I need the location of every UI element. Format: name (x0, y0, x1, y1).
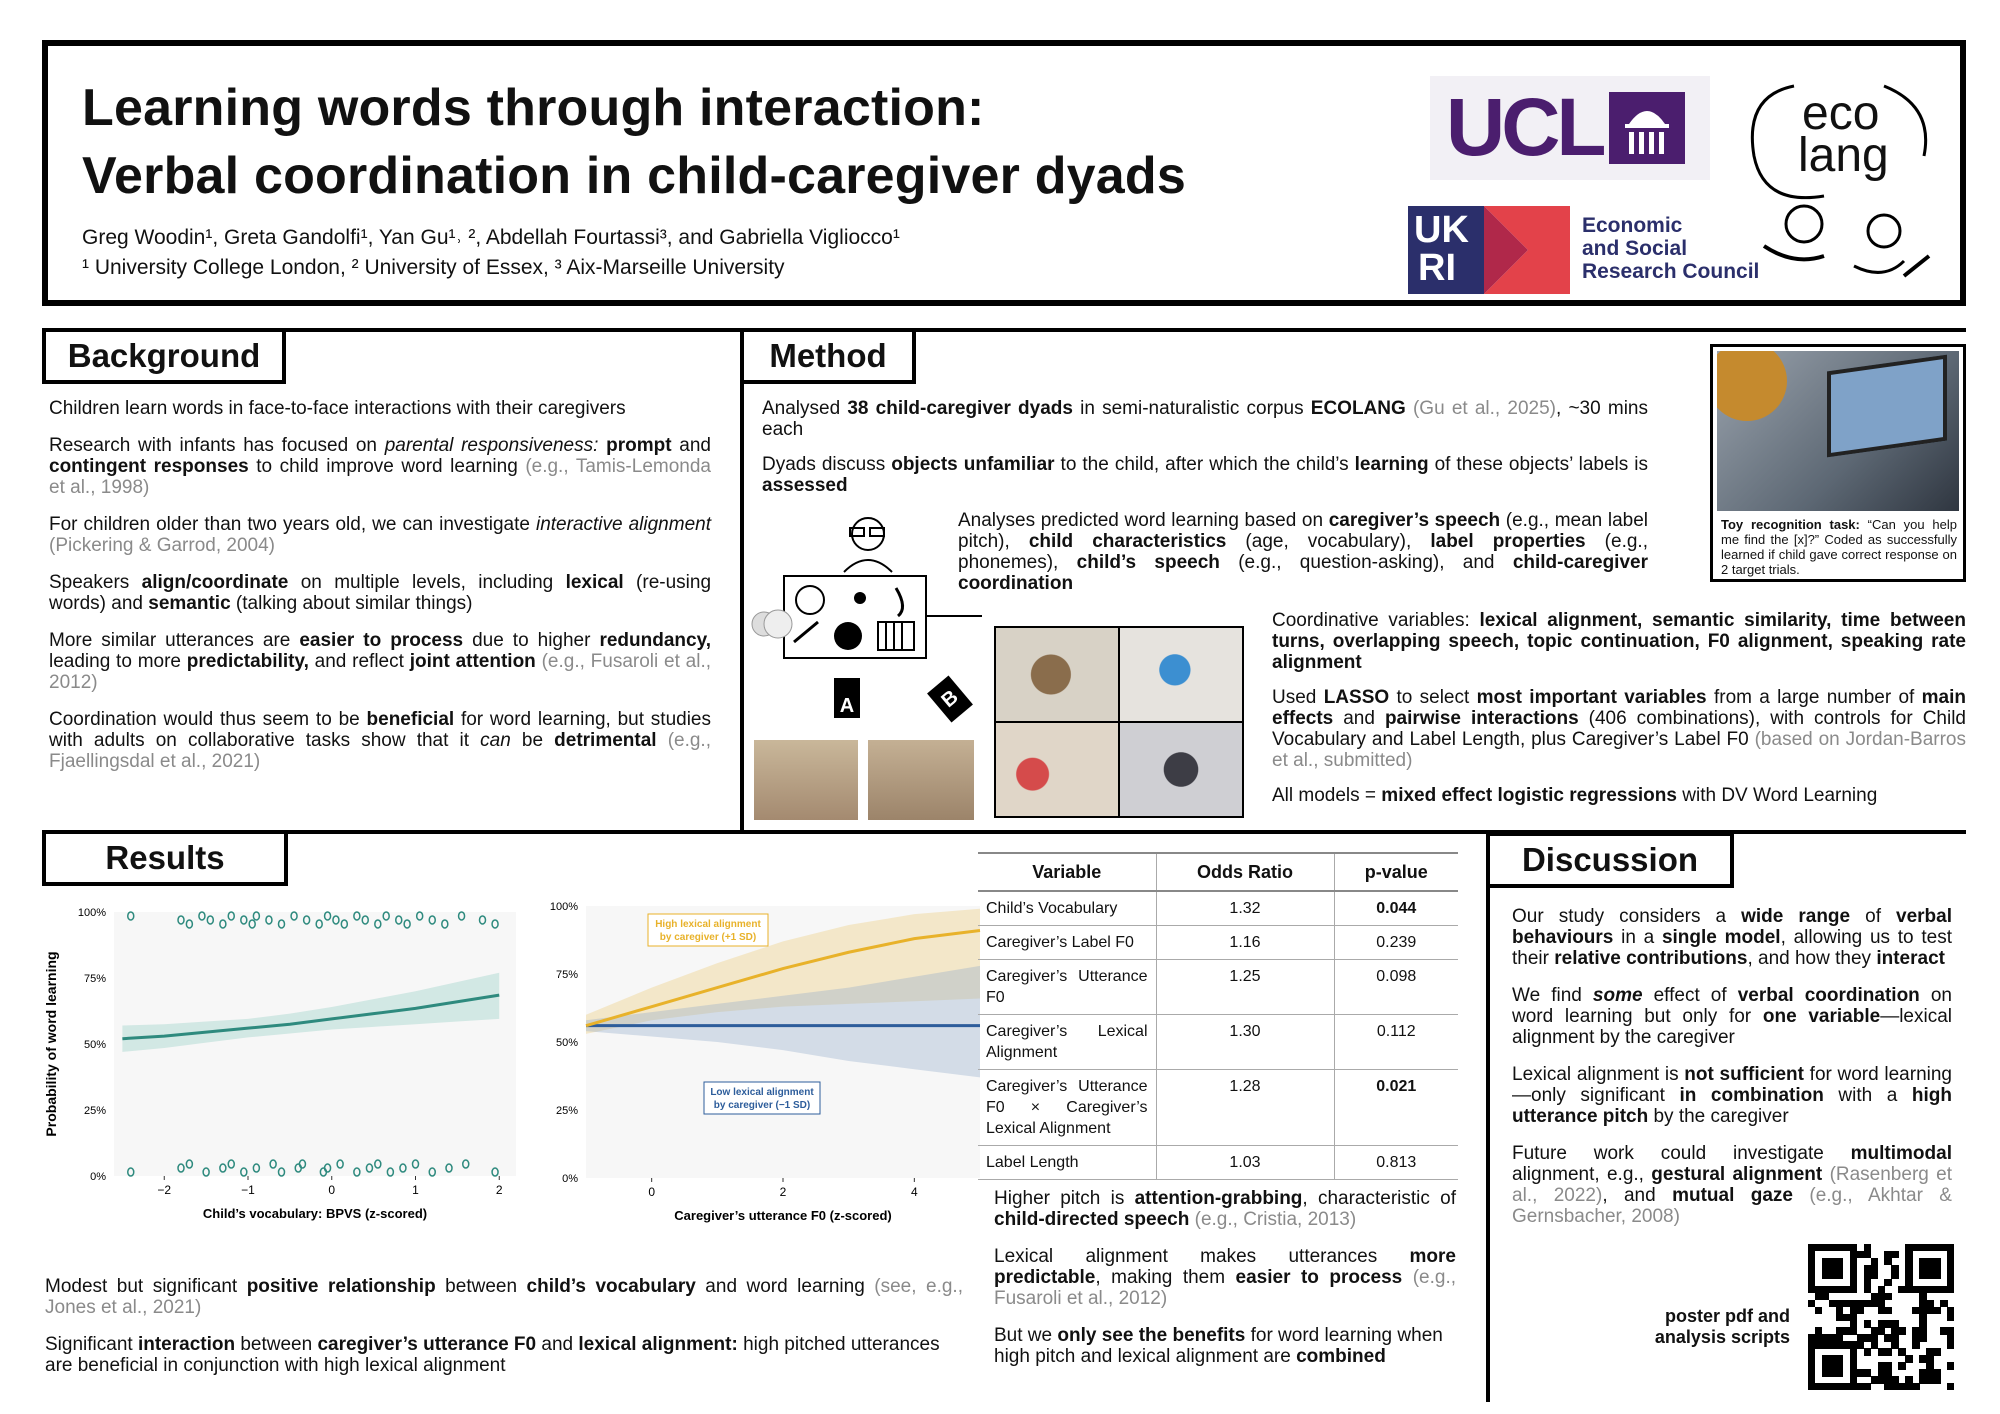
results-heading: Results (42, 830, 288, 886)
table-cell-p-value: 0.813 (1334, 1146, 1458, 1180)
discussion-heading: Discussion (1486, 832, 1734, 888)
toys-photo-4 (1120, 723, 1242, 816)
method-p3 (958, 510, 1648, 594)
affiliation-list: ¹ University College London, ² University of Essex, ³ Aix-Marseille University (82, 256, 785, 279)
toys-photo-2 (1120, 628, 1242, 721)
method-text-top (762, 398, 1648, 512)
dyad-video-frame-b (868, 740, 974, 820)
toys-photo-3 (996, 723, 1118, 816)
toy-caption-bold: Toy recognition task: (1721, 517, 1860, 532)
regression-table-grid (978, 852, 1458, 1180)
table-cell-p-value: 0.098 (1334, 960, 1458, 1015)
ecolang-logo-text-eco: eco (1802, 87, 1880, 140)
camera-b-label: B (937, 685, 963, 712)
m-p4-b: lexical alignment, semantic similarity, time between turns, overlapping speech, topic continuation, F0 alignment, speaking rate alignment (1272, 610, 1966, 673)
table-row (978, 960, 1458, 1015)
m-p3-h: child’s speech (1076, 552, 1220, 573)
table-cell-odds-ratio: 1.16 (1156, 926, 1334, 960)
bg-p6-cite: (e.g., Fjaellingsdal et al., 2021) (49, 730, 711, 772)
bg-p3-cite: (Pickering & Garrod, 2004) (49, 535, 275, 556)
table-cell-variable: Child’s Vocabulary (978, 891, 1156, 926)
qr-module (1864, 1383, 1871, 1390)
bg-p4-e: (re-using words) and (49, 572, 712, 614)
m-p6-b: mixed effect logistic regressions (1381, 785, 1677, 806)
esrc-line-3: Research Council (1582, 260, 1760, 283)
d-p4-e (1822, 1164, 1829, 1185)
bg-p4-b: align/coordinate (141, 572, 289, 593)
d-p1-g: , allowing us to test their (1512, 927, 1952, 969)
y-tick-label: 50% (83, 1039, 106, 1051)
table-cell-variable: Caregiver’s Utterance F0 (978, 960, 1156, 1015)
divider-top-right (742, 328, 1966, 332)
d-p2-c: effect of (1642, 985, 1738, 1006)
toys-photo-1 (996, 628, 1118, 721)
divider-discussion (1486, 832, 1490, 1402)
toy-recognition-panel (1710, 344, 1966, 582)
d-p4-f: , and (1602, 1185, 1673, 1206)
d-p2-f: one variable (1762, 1006, 1881, 1027)
m-p3-c: (e.g., mean label pitch), (958, 510, 1648, 552)
m-p6-a: All models = (1272, 785, 1382, 806)
table-header-row (978, 853, 1458, 891)
m-p3-b: caregiver’s speech (1328, 510, 1501, 531)
d-p2-b: some (1592, 985, 1643, 1006)
m-p1-a: Analysed (762, 398, 848, 419)
m-p2-b: objects unfamiliar (891, 454, 1055, 475)
qr-module (1947, 1383, 1954, 1390)
m-p5-f: main effects (1272, 687, 1967, 729)
qr-module (1836, 1272, 1843, 1279)
author-list: Greg Woodin¹, Greta Gandolfi¹, Yan Gu¹˒ ², Abdellah Fourtassi³, and Gabriella Vigliocco¹ (82, 226, 900, 249)
bg-p4-f: semantic (148, 593, 231, 614)
table-cell-variable: Caregiver’s Lexical Alignment (978, 1015, 1156, 1070)
mid-p1-a: Higher pitch is (994, 1188, 1135, 1209)
m-p1-f: , ~30 mins each (762, 398, 1648, 440)
background-p1: Children learn words in face-to-face interactions with their caregivers (49, 398, 626, 419)
toy-recognition-photo (1717, 351, 1959, 511)
d-p1-c: of (1850, 906, 1897, 927)
bg-p4-c: on multiple levels, including (288, 572, 566, 593)
table-row (978, 1146, 1458, 1180)
m-p5-cite: (based on Jordan-Barros et al., submitted) (1272, 729, 1966, 771)
d-p4-cite2: (e.g., Akhtar & Gernsbacher, 2008) (1512, 1185, 1952, 1227)
f0-interaction-chart (528, 896, 988, 1240)
qr-module (1947, 1314, 1954, 1321)
table-cell-odds-ratio: 1.03 (1156, 1146, 1334, 1180)
discussion-p4 (1512, 1143, 1952, 1227)
table-cell-odds-ratio: 1.25 (1156, 960, 1334, 1015)
bg-p4-a: Speakers (49, 572, 142, 593)
bg-p2-a: Research with infants has focused on (49, 435, 385, 456)
method-text-coordinative (1272, 610, 1966, 822)
y-tick-label: 100% (549, 901, 578, 913)
mid-p3-a: But we (994, 1325, 1058, 1346)
laptop-screen (1827, 355, 1947, 458)
m-p3-f: label properties (1430, 531, 1586, 552)
discussion-p2 (1512, 985, 1952, 1048)
d-p1-j: interact (1876, 948, 1945, 969)
d-p1-a: Our study considers a (1512, 906, 1742, 927)
method-text-analyses (958, 510, 1648, 610)
m-p2-c: to the child, after which the child’s (1054, 454, 1355, 475)
qr-module (1898, 1327, 1905, 1334)
qr-module (1898, 1362, 1905, 1369)
m-p4-a: Coordinative variables: (1272, 610, 1480, 631)
mid-p1-d: child-directed speech (994, 1209, 1190, 1230)
y-tick-label: 75% (83, 973, 106, 985)
d-p1-i: , and how they (1747, 948, 1877, 969)
x-tick-label: 2 (779, 1185, 787, 1199)
table-cell-odds-ratio: 1.32 (1156, 891, 1334, 926)
mid-p1-cite: (e.g., Cristia, 2013) (1194, 1209, 1357, 1230)
mid-p3-c: for word learning when high pitch and lexical alignment are (994, 1325, 1443, 1367)
r-p1-cite: (see, e.g., Jones et al., 2021) (45, 1276, 963, 1318)
d-p4-g: mutual gaze (1672, 1185, 1793, 1206)
camera-a (834, 678, 860, 718)
bg-p2-e: contingent responses (49, 456, 249, 477)
ucl-logo-text: UCL (1446, 82, 1603, 173)
mid-p2-d: easier to process (1235, 1267, 1403, 1288)
discussion-text (1512, 906, 1952, 1243)
esrc-line-2: and Social (1582, 237, 1688, 260)
d-p4-cite1: (Rasenberg et al., 2022) (1512, 1164, 1953, 1206)
mid-p2-cite: (e.g., Fusaroli et al., 2012) (994, 1267, 1457, 1309)
legend-low-line-1: Low lexical alignment (710, 1087, 814, 1098)
d-p1-b: wide range (1741, 906, 1851, 927)
regression-table (978, 852, 1458, 1180)
bg-p5-e: leading to more (49, 651, 187, 672)
m-p1-d: ECOLANG (1310, 398, 1406, 419)
y-tick-label: 100% (77, 907, 106, 919)
method-p1 (762, 398, 1648, 440)
qr-module (1884, 1279, 1891, 1286)
table-header-odds-ratio: Odds Ratio (1156, 853, 1334, 891)
method-p5 (1272, 687, 1966, 771)
qr-code-link[interactable] (1808, 1244, 1954, 1390)
x-tick-label: −2 (157, 1183, 172, 1197)
m-p5-i: (406 combinations), with controls for Child Vocabulary and Label Length, plus Caregiver’s Label F0 (1272, 708, 1966, 750)
m-p5-c: to select (1389, 687, 1477, 708)
method-p4 (1272, 610, 1966, 673)
bg-p5-h: joint attention (409, 651, 536, 672)
r-p2-d: caregiver’s utterance F0 (317, 1334, 537, 1355)
legend-low-line-2: by caregiver (−1 SD) (713, 1100, 811, 1111)
d-p3-a: Lexical alignment is (1512, 1064, 1685, 1085)
esrc-line-1: Economic (1582, 214, 1683, 237)
qr-module (1850, 1286, 1857, 1293)
bg-p6-e: be (510, 730, 555, 751)
x-tick-label: 0 (648, 1185, 656, 1199)
qr-module (1947, 1362, 1954, 1369)
m-p5-h: pairwise interactions (1384, 708, 1579, 729)
m-p5-d: most important variables (1476, 687, 1707, 708)
background-text (49, 398, 711, 788)
d-p3-e: with a (1823, 1085, 1912, 1106)
qr-module (1884, 1348, 1891, 1355)
divider-bg-method (740, 328, 744, 832)
m-p1-b: 38 child-caregiver dyads (847, 398, 1073, 419)
m-p3-j: child-caregiver coordination (958, 552, 1648, 594)
m-p6-c: with DV Word Learning (1676, 785, 1878, 806)
bg-p2-f: to child improve word learning (248, 456, 526, 477)
d-p4-h (1793, 1185, 1809, 1206)
table-header-p-value: p-value (1334, 853, 1458, 891)
x-axis-label: Caregiver’s utterance F0 (z-scored) (674, 1208, 892, 1223)
qr-module (1871, 1272, 1878, 1279)
y-tick-label: 0% (90, 1171, 106, 1183)
middle-p3 (994, 1325, 1456, 1367)
r-p2-f: lexical alignment: (578, 1334, 738, 1355)
method-illustration (748, 512, 988, 732)
ecolang-logo-text-lang: lang (1798, 129, 1889, 182)
method-heading: Method (740, 328, 916, 384)
qr-module (1864, 1348, 1871, 1355)
ucl-logo (1430, 76, 1710, 180)
m-p3-i: (e.g., question-asking), and (1219, 552, 1513, 573)
m-p2-e: of these objects’ labels is (1428, 454, 1648, 475)
qr-module (1815, 1307, 1822, 1314)
method-p2 (762, 454, 1648, 496)
bg-p2-b: parental responsiveness: (384, 435, 599, 456)
x-tick-label: 2 (495, 1183, 503, 1197)
bg-p6-d: can (480, 730, 511, 751)
toys-photo-grid (994, 626, 1244, 818)
mid-p2-a: Lexical alignment makes utterances (994, 1246, 1410, 1267)
r-p1-a: Modest but significant (45, 1276, 247, 1297)
d-p1-e: in a (1613, 927, 1662, 948)
table-row (978, 1015, 1458, 1070)
m-p3-a: Analyses predicted word learning based on (958, 510, 1329, 531)
d-p3-d: in combination (1679, 1085, 1824, 1106)
d-p4-d: gestural alignment (1651, 1164, 1823, 1185)
qr-module (1891, 1251, 1898, 1258)
bg-p6-f: detrimental (554, 730, 657, 751)
mid-p2-b: more predictable (994, 1246, 1456, 1288)
mid-p2-c: , making them (1095, 1267, 1236, 1288)
m-p5-e: from a large number of (1706, 687, 1922, 708)
m-p1-e (1406, 398, 1413, 419)
r-p1-d: child’s vocabulary (526, 1276, 696, 1297)
camera-a-label: A (839, 695, 855, 717)
m-p3-d: child characteristics (1028, 531, 1227, 552)
y-tick-label: 25% (555, 1105, 578, 1117)
qr-module (1836, 1369, 1843, 1376)
d-p3-f: high utterance pitch (1512, 1085, 1952, 1127)
d-p1-f: single model (1661, 927, 1781, 948)
poster-title-line-1: Learning words through interaction: (82, 79, 985, 137)
m-p2-f: assessed (762, 475, 848, 496)
ukri-text-ri: RI (1418, 247, 1456, 289)
bg-p6-a: Coordination would thus seem to be (49, 709, 367, 730)
qr-module (1933, 1307, 1940, 1314)
bg-p2-cite: (e.g., Tamis-Lemonda et al., 1998) (49, 456, 711, 498)
d-p3-b: not sufficient (1684, 1064, 1804, 1085)
bg-p5-f: predictability, (186, 651, 309, 672)
y-tick-label: 25% (83, 1105, 106, 1117)
y-tick-label: 50% (555, 1037, 578, 1049)
r-p1-c: between (435, 1276, 527, 1297)
child-head (1717, 351, 1787, 421)
m-p5-g: and (1333, 708, 1385, 729)
bg-p6-b: beneficial (366, 709, 455, 730)
r-p2-a: Significant (45, 1334, 138, 1355)
m-p1-cite: (Gu et al., 2025) (1412, 398, 1556, 419)
d-p4-a: Future work could investigate (1512, 1143, 1851, 1164)
table-cell-variable: Caregiver’s Label F0 (978, 926, 1156, 960)
d-p1-d: verbal behaviours (1512, 906, 1953, 948)
results-text (45, 1276, 963, 1392)
bg-p3-b: interactive alignment (535, 514, 711, 535)
d-p2-e: on word learning but only for (1512, 985, 1952, 1027)
qr-module (1912, 1383, 1919, 1390)
bg-p3-a: For children older than two years old, we can investigate (49, 514, 536, 535)
table-cell-odds-ratio: 1.28 (1156, 1070, 1334, 1146)
d-p4-b: multimodal (1850, 1143, 1952, 1164)
qr-label-line-1: poster pdf and (1665, 1306, 1790, 1326)
m-p3-e: (age, vocabulary), (1226, 531, 1431, 552)
table-cell-p-value: 0.239 (1334, 926, 1458, 960)
table-cell-variable: Caregiver’s Utterance F0 × Caregiver’s Lexical Alignment (978, 1070, 1156, 1146)
m-p3-g: (e.g., phonemes), (958, 531, 1648, 573)
background-p2 (49, 435, 711, 498)
legend-high-line-1: High lexical alignment (655, 919, 761, 930)
poster-title-line-2: Verbal coordination in child-caregiver dyads (82, 147, 1186, 205)
d-p2-d: verbal coordination (1737, 985, 1920, 1006)
ukri-logo (1408, 206, 1570, 294)
d-p4-c: alignment, e.g., (1512, 1164, 1652, 1185)
r-p2-g: high pitched utterances are beneficial in conjunction with high lexical alignment (45, 1334, 940, 1376)
r-p2-e: and (536, 1334, 579, 1355)
table-header-variable: Variable (978, 853, 1156, 891)
d-p3-g: by the caregiver (1648, 1106, 1789, 1127)
bg-p5-d: redundancy, (599, 630, 712, 651)
bg-p5-cite: (e.g., Fusaroli et al., 2012) (49, 651, 711, 693)
table-cell-p-value: 0.021 (1334, 1070, 1458, 1146)
mid-p3-b: only see the benefits (1057, 1325, 1246, 1346)
bg-p4-d: lexical (565, 572, 624, 593)
x-tick-label: 1 (412, 1183, 419, 1197)
bg-p5-g: and reflect (308, 651, 410, 672)
y-axis-label: Probability of word learning (43, 951, 59, 1137)
qr-module (1905, 1355, 1912, 1362)
d-p3-c: for word learning—only significant (1512, 1064, 1952, 1106)
r-p2-c: between (235, 1334, 318, 1355)
discussion-p1 (1512, 906, 1952, 969)
toy-caption-rest: “Can you help me find the [x]?” Coded as successfully learned if child gave correct response on 2 target trials. (1721, 517, 1957, 577)
bg-p2-d: and (671, 435, 711, 456)
dyad-video-frame-a (754, 740, 858, 820)
table-cell-variable: Label Length (978, 1146, 1156, 1180)
qr-module (1884, 1293, 1891, 1300)
x-tick-label: −1 (241, 1183, 255, 1197)
x-tick-label: 0 (328, 1183, 336, 1197)
ecolang-logo (1734, 66, 1954, 296)
qr-module (1947, 1341, 1954, 1348)
background-p6 (49, 709, 711, 772)
bg-p5-a: More similar utterances are (49, 630, 300, 651)
r-p2-b: interaction (137, 1334, 236, 1355)
table-cell-p-value: 0.112 (1334, 1015, 1458, 1070)
mid-p2-e (1402, 1267, 1412, 1288)
bg-p6-c: for word learning, but studies with adults on collaborative tasks show that it (49, 709, 711, 751)
m-p5-a: Used (1272, 687, 1324, 708)
vocabulary-chart (42, 896, 532, 1240)
middle-discussion-text (994, 1188, 1456, 1383)
table-row (978, 891, 1458, 926)
results-p1 (45, 1276, 963, 1318)
bg-p5-c: due to higher (463, 630, 600, 651)
bg-p2-c: prompt (598, 435, 672, 456)
y-tick-label: 75% (555, 969, 578, 981)
table-cell-p-value: 0.044 (1334, 891, 1458, 926)
qr-module (1947, 1286, 1954, 1293)
d-p1-h: relative contributions (1554, 948, 1748, 969)
mid-p3-d: combined (1296, 1346, 1386, 1367)
esrc-logo-text (1582, 214, 1759, 283)
mid-p1-c: , characteristic of (1302, 1188, 1456, 1209)
qr-module (1884, 1307, 1891, 1314)
ucl-portico-icon (1609, 92, 1685, 164)
method-p6 (1272, 785, 1966, 806)
x-axis-label: Child’s vocabulary: BPVS (z-scored) (202, 1206, 428, 1221)
background-heading: Background (42, 328, 286, 384)
discussion-p3 (1512, 1064, 1952, 1127)
qr-module (1933, 1376, 1940, 1383)
background-p5 (49, 630, 711, 693)
qr-module (1933, 1348, 1940, 1355)
poster-header (42, 40, 1966, 306)
y-tick-label: 0% (562, 1173, 578, 1185)
qr-label-line-2: analysis scripts (1654, 1327, 1790, 1347)
m-p1-c: in semi-naturalistic corpus (1072, 398, 1311, 419)
mid-p1-b: attention-grabbing (1134, 1188, 1303, 1209)
bg-p6-g (657, 730, 668, 751)
x-tick-label: 4 (910, 1185, 918, 1199)
table-row (978, 1070, 1458, 1146)
m-p5-b: LASSO (1323, 687, 1390, 708)
qr-module (1912, 1341, 1919, 1348)
m-p2-d: learning (1354, 454, 1429, 475)
qr-module (1919, 1334, 1926, 1341)
d-p2-g: —lexical alignment by the caregiver (1512, 1006, 1952, 1048)
table-row (978, 926, 1458, 960)
qr-module (1933, 1272, 1940, 1279)
ukri-text-uk: UK (1414, 209, 1469, 251)
background-p3 (49, 514, 711, 556)
qr-module (1891, 1272, 1898, 1279)
bg-p5-b: easier to process (299, 630, 464, 651)
toy-recognition-caption (1721, 517, 1957, 577)
qr-label (1640, 1306, 1790, 1348)
table-cell-odds-ratio: 1.30 (1156, 1015, 1334, 1070)
bg-p4-g: (talking about similar things) (230, 593, 473, 614)
results-p2 (45, 1334, 963, 1376)
r-p1-e: and word learning (695, 1276, 875, 1297)
middle-p2 (994, 1246, 1456, 1309)
qr-module (1857, 1307, 1864, 1314)
background-p4 (49, 572, 711, 614)
middle-p1 (994, 1188, 1456, 1230)
legend-high-line-2: by caregiver (+1 SD) (659, 932, 757, 943)
d-p2-a: We find (1512, 985, 1593, 1006)
m-p2-a: Dyads discuss (762, 454, 892, 475)
r-p1-b: positive relationship (246, 1276, 436, 1297)
